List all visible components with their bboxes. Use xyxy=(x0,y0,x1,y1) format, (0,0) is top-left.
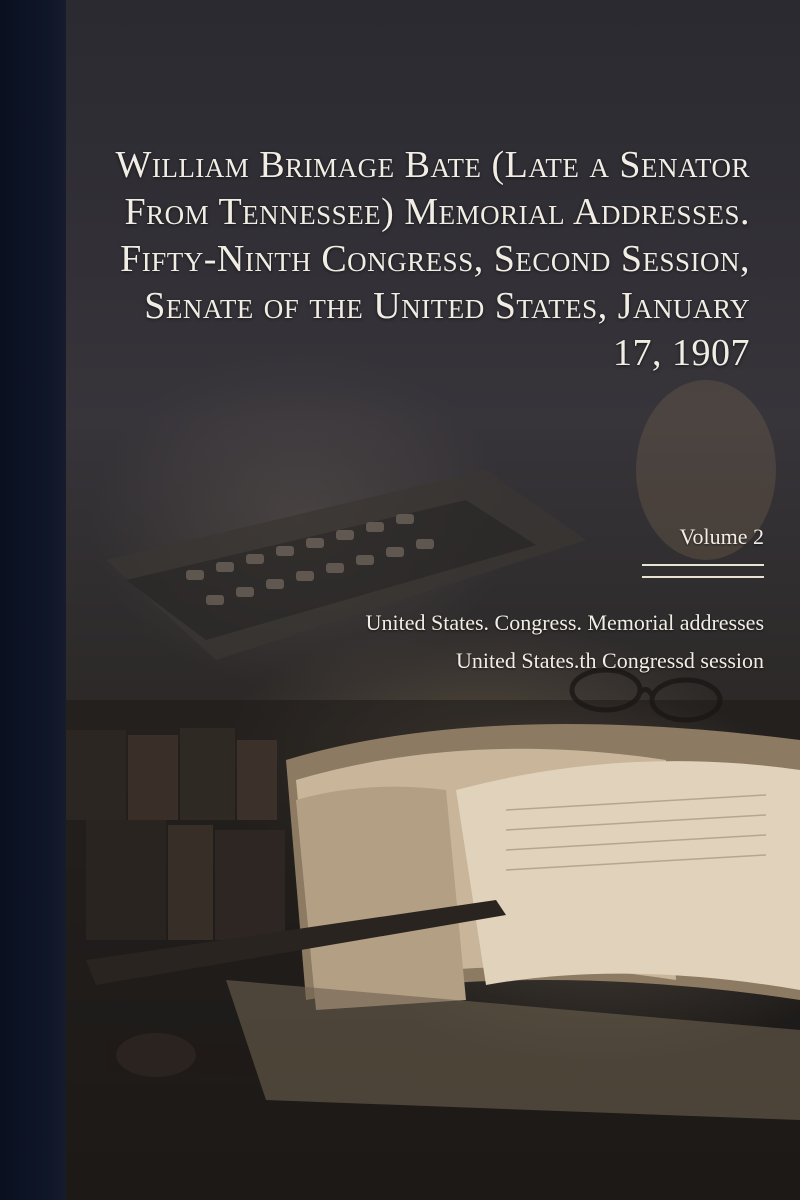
spine-strip xyxy=(0,0,66,1200)
book-title: William Brimage Bate (Late a Senator From Tennessee) Memorial Addresses. Fifty-Ninth Congress, Second Session, Senate of the United States, January 17, 1907 xyxy=(115,144,750,374)
author-line: United States. Congress. Memorial addresses xyxy=(365,610,764,635)
open-book-illustration xyxy=(286,724,800,1010)
volume-label: Volume 2 xyxy=(679,524,764,549)
author-line: United States.th Congressd session xyxy=(456,648,764,673)
book-spines xyxy=(66,728,285,940)
divider-line xyxy=(642,564,764,566)
divider-line xyxy=(642,576,764,578)
